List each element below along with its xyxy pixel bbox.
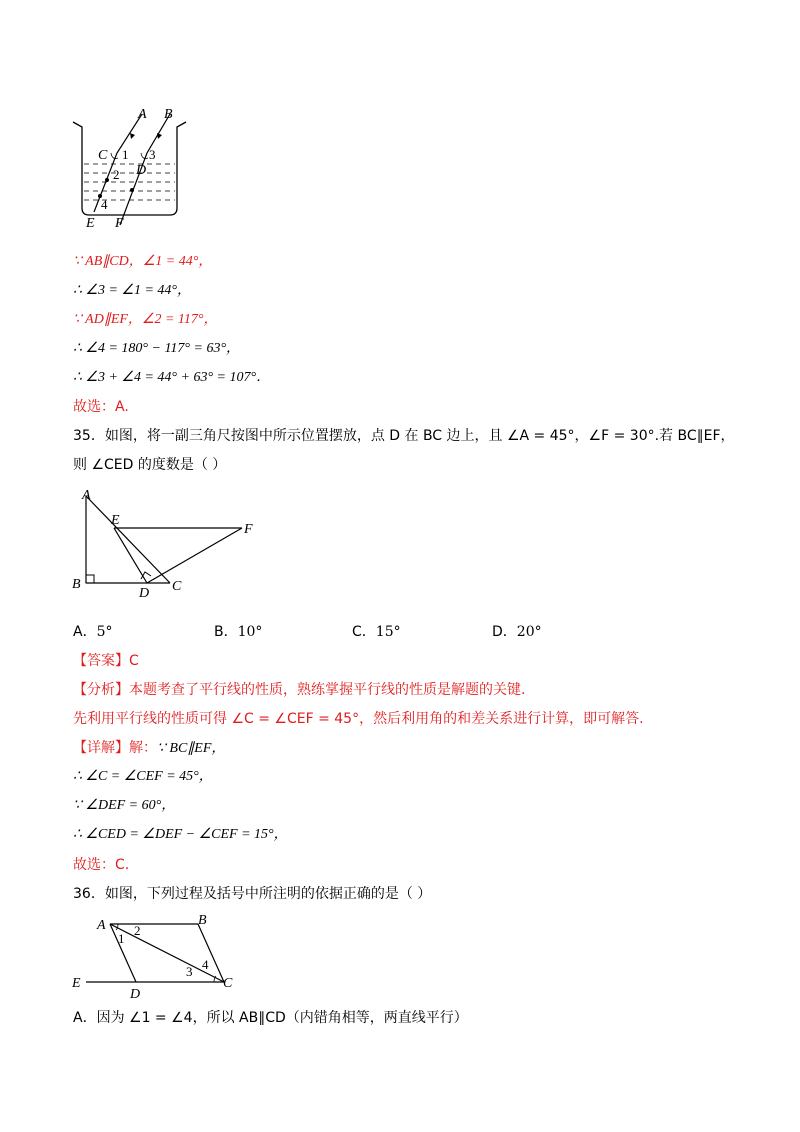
triangle-rulers-figure <box>68 484 268 604</box>
q35-analysis-1: 【分析】本题考查了平行线的性质，熟练掌握平行线的性质是解题的关键. <box>73 682 526 698</box>
label-A: A <box>97 918 106 933</box>
option-value: 5° <box>96 624 113 640</box>
q34-line-2: ∴ ∠3 = ∠1 = 44°， <box>73 283 192 298</box>
angle-4-label: 4 <box>202 957 209 972</box>
label-E: E <box>86 216 95 231</box>
label-D: D <box>136 163 147 178</box>
label-A: A <box>82 488 91 503</box>
angle-4-label: 4 <box>101 197 108 212</box>
q36-stem: 36．如图，下列过程及括号中所注明的依据正确的是（ ） <box>73 886 432 902</box>
label-C: C <box>98 148 108 163</box>
angle-1-label: 1 <box>118 931 125 946</box>
label-F: F <box>115 216 124 231</box>
label-F: F <box>244 522 253 537</box>
q35-stem-line2: 则 ∠CED 的度数是（ ） <box>73 457 227 473</box>
q34-line-4: ∴ ∠4 = 180° − 117° = 63°， <box>73 341 241 356</box>
label-D: D <box>130 987 141 1002</box>
option-letter: D． <box>492 624 517 640</box>
q35-detail-line-1: ∴ ∠C = ∠CEF = 45°， <box>73 769 213 784</box>
angle-2-label: 2 <box>134 923 141 938</box>
option-letter: C． <box>352 624 376 640</box>
q34-line-5: ∴ ∠3 + ∠4 = 44° + 63° = 107°． <box>73 370 271 385</box>
q35-answer: 【答案】C <box>73 653 139 669</box>
label-E: E <box>111 513 120 528</box>
label-E: E <box>72 976 81 991</box>
detail-label: 【详解】解： <box>73 740 157 756</box>
q34-line-1: ∵ AB∥CD，∠1 = 44°， <box>73 254 213 269</box>
q35-detail-line-2: ∵ ∠DEF = 60°， <box>73 798 176 813</box>
label-C: C <box>223 976 233 991</box>
option-letter: A． <box>73 624 97 640</box>
label-D: D <box>139 586 150 601</box>
option-value: 10° <box>237 624 263 640</box>
label-B: B <box>72 577 81 592</box>
q35-option-d[interactable] <box>492 622 542 642</box>
label-B: B <box>198 913 207 928</box>
beaker-figure <box>70 100 190 232</box>
label-C: C <box>172 579 182 594</box>
angle-3-label: 3 <box>186 964 193 979</box>
angle-3-label: 3 <box>149 147 156 162</box>
q35-detail-line-3: ∴ ∠CED = ∠DEF − ∠CEF = 15°， <box>73 827 288 842</box>
q35-analysis-2: 先利用平行线的性质可得 ∠C = ∠CEF = 45°，然后利用角的和差关系进行计算，即可解答. <box>73 711 644 727</box>
q34-choice: 故选：A. <box>73 399 129 415</box>
q36-option-a[interactable]: A．因为 ∠1 = ∠4，所以 AB∥CD（内错角相等，两直线平行） <box>73 1010 468 1026</box>
q35-choice: 故选：C. <box>73 857 130 873</box>
option-value: 15° <box>375 624 401 640</box>
parallelogram-figure <box>68 908 248 1002</box>
q35-option-b[interactable] <box>214 622 262 642</box>
detail-first: ∵ BC∥EF， <box>157 741 226 756</box>
q35-option-c[interactable] <box>352 622 401 642</box>
label-B: B <box>164 107 173 122</box>
angle-1-label: 1 <box>122 147 129 162</box>
angle-2-label: 2 <box>113 167 120 182</box>
option-value: 20° <box>516 624 542 640</box>
q35-stem-line1: 35．如图，将一副三角尺按图中所示位置摆放，点 D 在 BC 边上，且 ∠A = 45°，∠F = 30°.若 BC∥EF， <box>73 428 735 444</box>
q35-detail-first-line <box>73 738 225 759</box>
option-letter: B． <box>214 624 238 640</box>
q35-option-a[interactable] <box>73 622 113 642</box>
q34-line-3: ∵ AD∥EF，∠2 = 117°， <box>73 312 218 327</box>
label-A: A <box>138 107 147 122</box>
